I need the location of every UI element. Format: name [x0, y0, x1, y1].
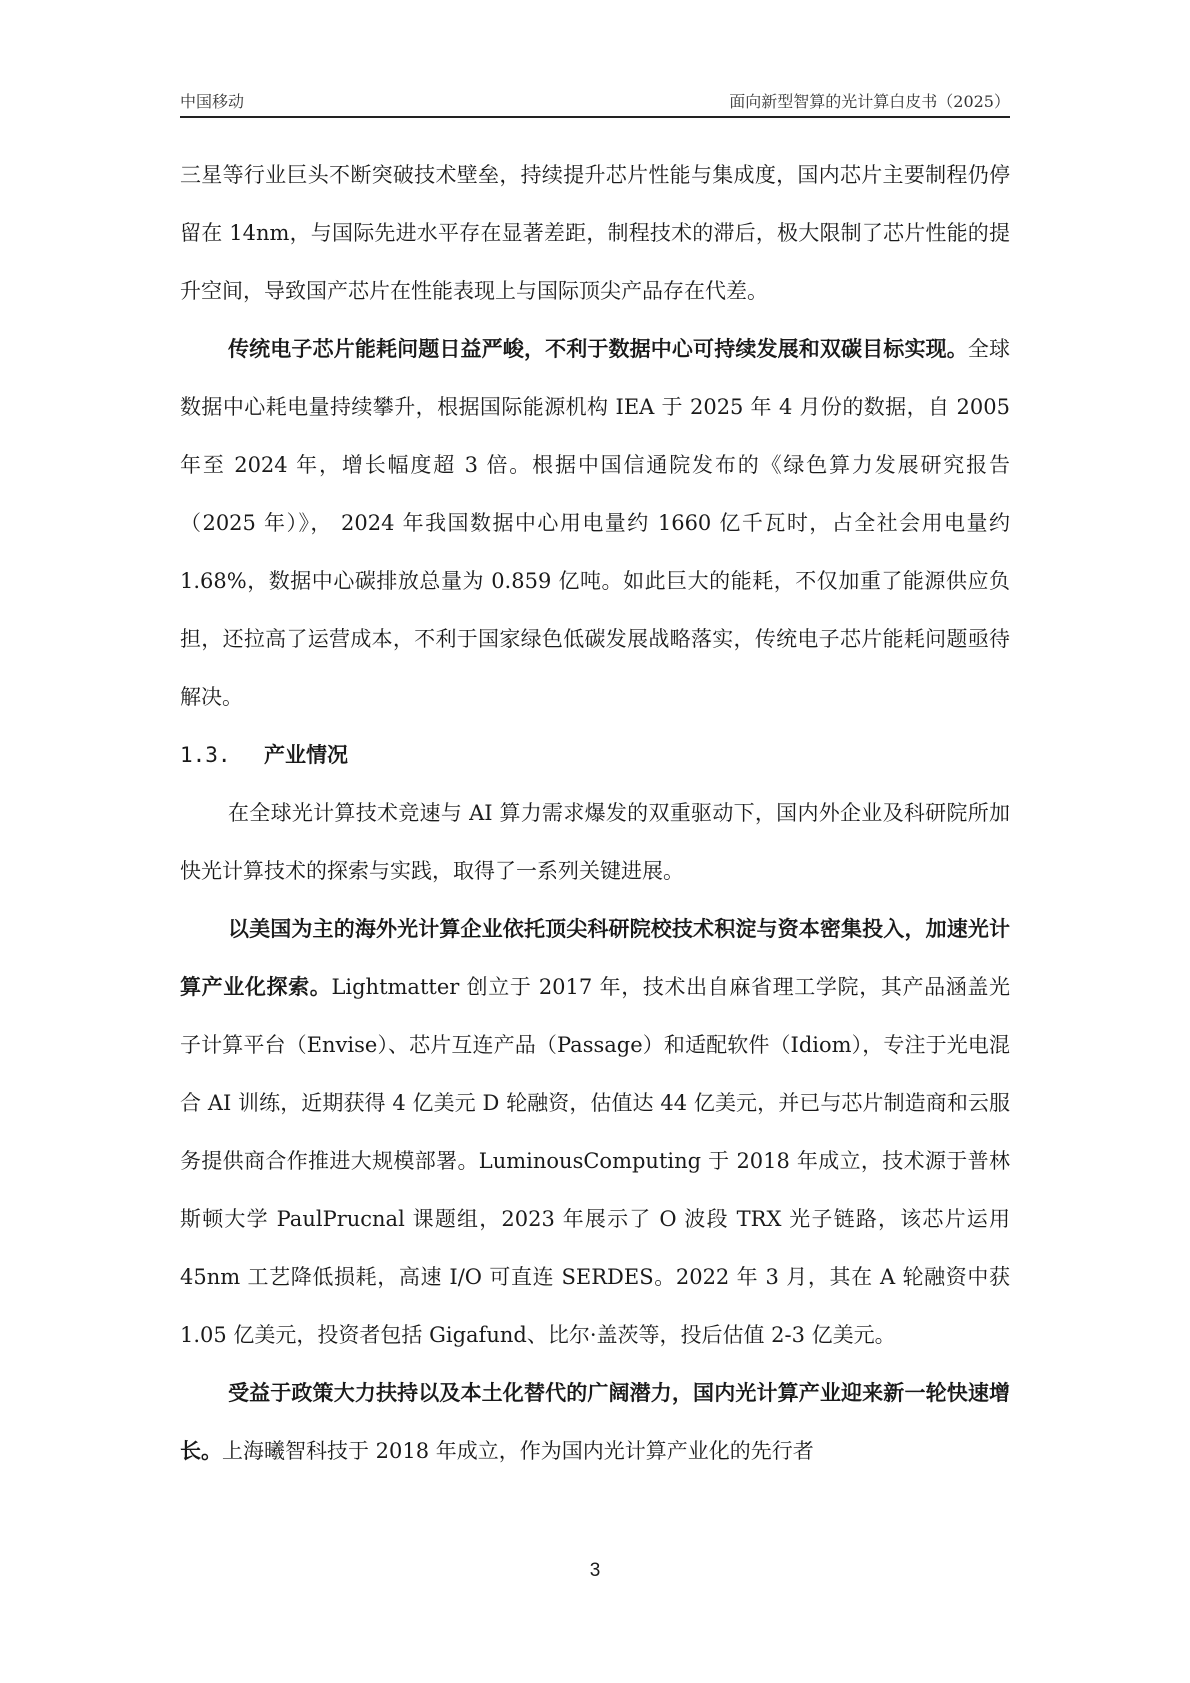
paragraph-lead-bold: 以美国为主的海外光计算企业依托顶尖科研院校技术积淀与资本密集投入，加速光计算产业化探索。 — [180, 917, 1010, 999]
page-header — [180, 88, 1010, 118]
header-doc-title: 面向新型智算的光计算白皮书（2025） — [729, 92, 1010, 111]
section-title: 产业情况 — [264, 743, 348, 767]
paragraph-overseas — [180, 900, 1010, 1364]
paragraph-lead-bold: 传统电子芯片能耗问题日益严峻，不利于数据中心可持续发展和双碳目标实现。 — [228, 337, 968, 361]
section-number: 1.3. — [180, 743, 231, 767]
paragraph-lead-bold: 受益于政策大力扶持以及本土化替代的广阔潜力，国内光计算产业迎来新一轮快速增长。 — [180, 1381, 1010, 1463]
paragraph-text: 上海曦智科技于 2018 年成立，作为国内光计算产业化的先行者 — [222, 1439, 814, 1463]
page-number: 3 — [589, 1560, 601, 1581]
paragraph-text: 在全球光计算技术竞速与 AI 算力需求爆发的双重驱动下，国内外企业及科研院所加快光计算技术的探索与实践，取得了一系列关键进展。 — [180, 801, 1010, 883]
paragraph-energy — [180, 320, 1010, 726]
section-heading — [180, 726, 1010, 784]
paragraph-industry-intro — [180, 784, 1010, 900]
paragraph-text: 三星等行业巨头不断突破技术壁垒，持续提升芯片性能与集成度，国内芯片主要制程仍停留在 14nm，与国际先进水平存在显著差距，制程技术的滞后，极大限制了芯片性能的提升空间，导致国产芯片在性能表现上与国际顶尖产品存在代差。 — [180, 163, 1010, 303]
document-body — [180, 146, 1010, 1480]
header-org: 中国移动 — [180, 92, 245, 111]
paragraph-text: 全球数据中心耗电量持续攀升，根据国际能源机构 IEA 于 2025 年 4 月份的数据，自 2005 年至 2024 年，增长幅度超 3 倍。根据中国信通院发布的《绿色算力发展研究报告（2025 年）》， 2024 年我国数据中心用电量约 1660 亿千瓦时，占全社会用电量约 1.68%，数据中心碳排放总量为 0.859 亿吨。如此巨大的能耗，不仅加重了能源供应负担，还拉高了运营成本，不利于国家绿色低碳发展战略落实，传统电子芯片能耗问题亟待解决。 — [180, 337, 1010, 709]
paragraph-chip-process — [180, 146, 1010, 320]
paragraph-text: Lightmatter 创立于 2017 年，技术出自麻省理工学院，其产品涵盖光子计算平台（Envise）、芯片互连产品（Passage）和适配软件（Idiom），专注于光电混合 AI 训练，近期获得 4 亿美元 D 轮融资，估值达 44 亿美元，并已与芯片制造商和云服务提供商合作推进大规模部署。LuminousComputing 于 2018 年成立，技术源于普林斯顿大学 PaulPrucnal 课题组，2023 年展示了 O 波段 TRX 光子链路，该芯片运用 45nm 工艺降低损耗，高速 I/O 可直连 SERDES。2022 年 3 月，其在 A 轮融资中获 1.05 亿美元，投资者包括 Gigafund、比尔·盖茨等，投后估值 2-3 亿美元。 — [180, 975, 1010, 1347]
paragraph-domestic — [180, 1364, 1010, 1480]
